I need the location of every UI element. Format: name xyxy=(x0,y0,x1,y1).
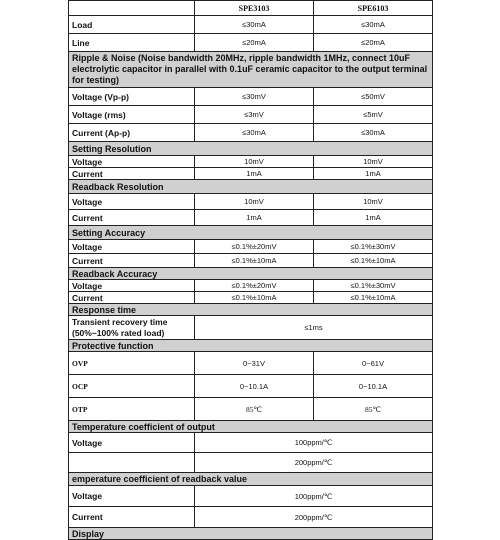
value-spe3103: 85℃ xyxy=(195,398,314,421)
value-spe6103: 0~61V xyxy=(314,352,433,375)
row-label: Voltage (Vp-p) xyxy=(69,88,195,106)
header-row xyxy=(69,1,433,16)
value-spe6103: ≤20mA xyxy=(314,34,433,52)
row-label: Voltage xyxy=(69,486,195,507)
section-heading: emperature coefficient of readback value xyxy=(69,473,433,486)
value-spe3103: ≤0.1%±10mA xyxy=(195,292,314,304)
section-heading: Protective function xyxy=(69,340,433,352)
value-both-models: 200ppm/℃ xyxy=(195,453,433,473)
section-heading: Readback Resolution xyxy=(69,180,433,194)
section-heading: Setting Accuracy xyxy=(69,226,433,240)
row-label: Voltage (rms) xyxy=(69,106,195,124)
section-setting-resolution xyxy=(69,142,433,156)
value-spe3103: ≤0.1%±20mV xyxy=(195,280,314,292)
table-row xyxy=(69,240,433,254)
value-spe3103: ≤3mV xyxy=(195,106,314,124)
value-spe3103: ≤30mA xyxy=(195,124,314,142)
table-row xyxy=(69,124,433,142)
table-row xyxy=(69,254,433,268)
section-heading: Ripple & Noise (Noise bandwidth 20MHz, ripple bandwidth 1MHz, connect 10uF electrolytic capacitor in parallel with 0.1uF ceramic capacitor to the output terminal for testing) xyxy=(69,52,433,88)
value-spe3103: ≤30mA xyxy=(195,16,314,34)
value-spe6103: 0~10.1A xyxy=(314,375,433,398)
value-spe6103: ≤50mV xyxy=(314,88,433,106)
section-heading: Response time xyxy=(69,304,433,316)
table-row xyxy=(69,168,433,180)
row-label: Current xyxy=(69,292,195,304)
table-row xyxy=(69,433,433,453)
value-spe3103: 1mA xyxy=(195,168,314,180)
value-spe6103: ≤30mA xyxy=(314,16,433,34)
table-row xyxy=(69,398,433,421)
value-spe3103: ≤30mV xyxy=(195,88,314,106)
row-label: Line xyxy=(69,34,195,52)
table-row xyxy=(69,34,433,52)
value-spe6103: 10mV xyxy=(314,194,433,210)
value-both-models: ≤1ms xyxy=(195,316,433,340)
table-row xyxy=(69,88,433,106)
table-row xyxy=(69,352,433,375)
value-spe6103: 85℃ xyxy=(314,398,433,421)
value-spe3103: 0~31V xyxy=(195,352,314,375)
value-spe6103: ≤0.1%±10mA xyxy=(314,292,433,304)
table-row xyxy=(69,280,433,292)
table-row xyxy=(69,453,433,473)
section-heading: Readback Accuracy xyxy=(69,268,433,280)
table-row xyxy=(69,210,433,226)
section-temp-coeff-readback xyxy=(69,473,433,486)
table-row xyxy=(69,486,433,507)
section-setting-accuracy xyxy=(69,226,433,240)
section-readback-resolution xyxy=(69,180,433,194)
header-model-spe3103: SPE3103 xyxy=(195,1,314,16)
table-row xyxy=(69,375,433,398)
value-spe6103: ≤0.1%±10mA xyxy=(314,254,433,268)
row-label: OTP xyxy=(69,398,195,421)
row-label: Current xyxy=(69,254,195,268)
section-heading: Setting Resolution xyxy=(69,142,433,156)
section-protective-function xyxy=(69,340,433,352)
value-spe3103: ≤0.1%±10mA xyxy=(195,254,314,268)
value-spe3103: 0~10.1A xyxy=(195,375,314,398)
section-readback-accuracy xyxy=(69,268,433,280)
section-ripple-noise xyxy=(69,52,433,88)
table-row xyxy=(69,156,433,168)
table-row xyxy=(69,507,433,528)
value-both-models: 100ppm/℃ xyxy=(195,433,433,453)
section-heading: Temperature coefficient of output xyxy=(69,421,433,433)
row-label: Voltage xyxy=(69,194,195,210)
value-spe6103: 1mA xyxy=(314,168,433,180)
value-spe6103: 1mA xyxy=(314,210,433,226)
row-label: Transient recovery time (50%~100% rated load) xyxy=(69,316,195,340)
value-spe3103: ≤20mA xyxy=(195,34,314,52)
row-label: Current xyxy=(69,168,195,180)
row-label: Current xyxy=(69,210,195,226)
section-heading: Display xyxy=(69,528,433,540)
row-label: Voltage xyxy=(69,156,195,168)
row-label: Load xyxy=(69,16,195,34)
table-row xyxy=(69,316,433,340)
section-display xyxy=(69,528,433,540)
table-row xyxy=(69,16,433,34)
header-model-spe6103: SPE6103 xyxy=(314,1,433,16)
table-row xyxy=(69,194,433,210)
row-label: OCP xyxy=(69,375,195,398)
value-spe3103: 1mA xyxy=(195,210,314,226)
value-spe6103: ≤30mA xyxy=(314,124,433,142)
row-label: Current xyxy=(69,507,195,528)
row-label: Voltage xyxy=(69,280,195,292)
section-temp-coeff-output xyxy=(69,421,433,433)
value-spe6103: ≤0.1%±30mV xyxy=(314,280,433,292)
row-label: Voltage xyxy=(69,240,195,254)
row-label: Current (Ap-p) xyxy=(69,124,195,142)
value-spe3103: ≤0.1%±20mV xyxy=(195,240,314,254)
value-spe3103: 10mV xyxy=(195,156,314,168)
row-label: OVP xyxy=(69,352,195,375)
table-row xyxy=(69,292,433,304)
value-both-models: 200ppm/℃ xyxy=(195,507,433,528)
header-cell-blank xyxy=(69,1,195,16)
section-response-time xyxy=(69,304,433,316)
spec-table xyxy=(68,0,433,540)
value-spe3103: 10mV xyxy=(195,194,314,210)
value-spe6103: 10mV xyxy=(314,156,433,168)
row-label: Voltage xyxy=(69,433,195,453)
row-label xyxy=(69,453,195,473)
value-both-models: 100ppm/℃ xyxy=(195,486,433,507)
value-spe6103: ≤5mV xyxy=(314,106,433,124)
table-row xyxy=(69,106,433,124)
value-spe6103: ≤0.1%±30mV xyxy=(314,240,433,254)
